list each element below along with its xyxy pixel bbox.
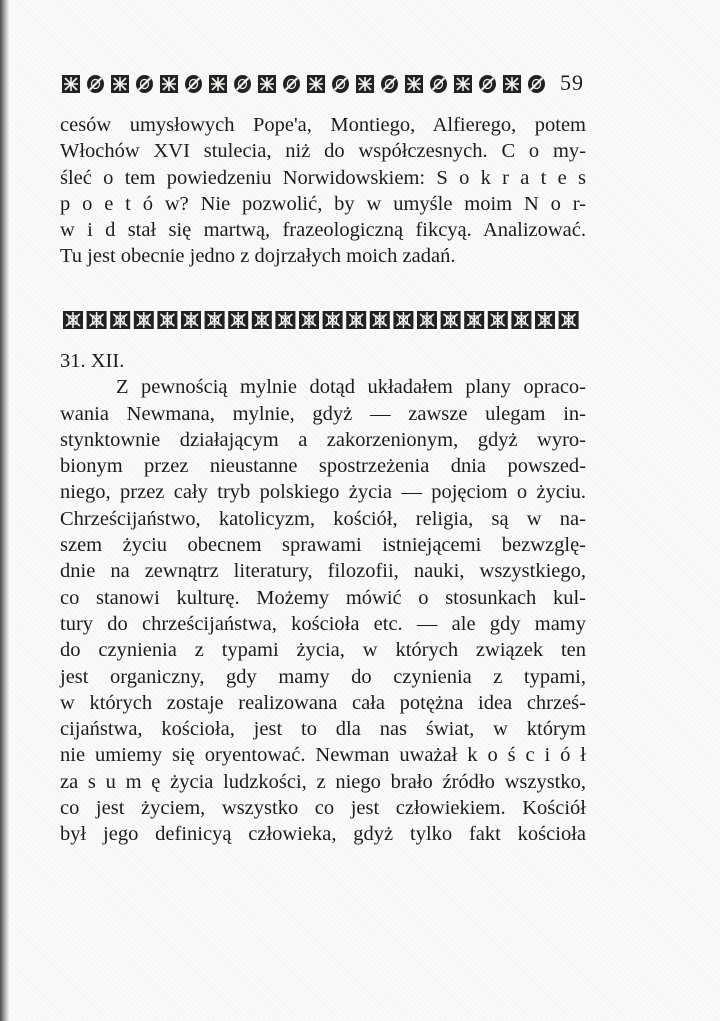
slashed-ring-glyph [381,75,398,93]
section-separator-band [62,309,582,331]
lattice-square-glyph [252,311,272,329]
lattice-square-glyph [559,311,579,329]
slashed-ring-glyph [136,75,153,93]
text-line: niego, przez cały tryb polskiego życia — pojęciom o życiu. [60,481,586,504]
lattice-square-glyph [160,75,178,93]
lattice-square-glyph [111,75,129,93]
lattice-square-glyph [258,75,276,93]
lattice-square-glyph [393,311,413,329]
text-line: Chrześcijaństwo, katolicyzm, kościół, religia, są w na- [60,507,586,530]
lattice-square-glyph [157,311,177,329]
lattice-square-glyph [417,311,437,329]
text-line: stynktownie działającym a zakorzenionym, gdyż wyro- [60,428,586,451]
text-line: dnie na zewnątrz literatury, filozofii, nauki, wszystkiego, [60,560,586,583]
text-line: p o e t ó w? Nie pozwolić, by w umyśle moim N o r- [60,192,586,215]
lattice-square-glyph [370,311,390,329]
text-line: Tu jest obecnie jedno z dojrzałych moich zadań. [60,245,456,268]
text-line: był jego definicyą człowieka, gdyż tylko fakt kościoła [60,823,586,846]
slashed-ring-glyph [87,75,104,93]
text-line: Włochów XVI stulecia, niż do współczesnych. C o my- [60,140,586,163]
text-line: wania Newmana, mylnie, gdyż — zawsze ulegam in- [60,402,586,425]
lattice-square-glyph [181,311,201,329]
slashed-ring-glyph [185,75,202,93]
text-line: nie umiemy się oryentować. Newman uważał k o ś c i ó ł [60,744,586,767]
text-line: szem życiu obecnem sprawami istniejącemi bezwzglę- [60,534,586,557]
lattice-square-glyph [356,75,374,93]
text-line: tury do chrześcijaństwa, kościoła etc. — ale gdy mamy [60,612,586,635]
text-line: do czynienia z typami życia, w których związek ten [60,639,586,662]
page-number: 59 [560,70,584,95]
slashed-ring-glyph [479,75,496,93]
text-line: co stanowi kulturę. Możemy mówić o stosunkach kul- [60,586,586,609]
slashed-ring-glyph [528,75,545,93]
lattice-square-glyph [228,311,248,329]
text-line: Z pewnością mylnie dotąd układałem plany opraco- [116,376,586,399]
lattice-square-glyph [134,311,154,329]
text-line: cesów umysłowych Pope'a, Montiego, Alfierego, potem [60,114,586,136]
slashed-ring-glyph [234,75,251,93]
slashed-ring-glyph [430,75,447,93]
text-line: w których zostaje realizowana cała potężna idea chrześ- [60,691,586,714]
text-line: jest organiczny, gdy mamy do czynienia z typami, [60,665,586,688]
text-line: w i d stał się martwą, frazeologiczną fikcyą. Analizować. [60,219,586,242]
lattice-square-glyph [535,311,555,329]
lattice-square-glyph [205,311,225,329]
lattice-square-glyph [87,311,107,329]
lattice-square-glyph [63,311,83,329]
lattice-square-glyph [488,311,508,329]
lattice-square-glyph [307,75,325,93]
lattice-square-glyph [209,75,227,93]
lattice-square-glyph [441,311,461,329]
lattice-square-glyph [299,311,319,329]
lattice-square-glyph [503,75,521,93]
text-line: śleć o tem powiedzeniu Norwidowskiem: S o k r a t e s [60,166,586,189]
slashed-ring-glyph [332,75,349,93]
lattice-band-icon [62,309,582,331]
slashed-ring-glyph [283,75,300,93]
lattice-square-glyph [275,311,295,329]
lattice-square-glyph [454,75,472,93]
header-ornament-band [60,73,550,95]
diary-entry [60,348,586,848]
lattice-square-glyph [405,75,423,93]
lattice-square-glyph [346,311,366,329]
lattice-square-glyph [464,311,484,329]
lattice-square-glyph [511,311,531,329]
text-line: co jest życiem, wszystko co jest człowiekiem. Kościół [60,797,586,820]
lattice-square-glyph [62,75,80,93]
entry-date: 31. XII. [60,350,125,372]
text-line: bionym przez nieustanne spostrzeżenia dnia powszed- [60,455,586,478]
lattice-square-glyph [323,311,343,329]
paragraph-continuation [60,112,586,270]
text-line: za s u m ę życia ludzkości, z niego brało źródło wszystko, [60,770,586,793]
book-spine-shadow [0,0,9,1021]
diamond-lattice-band-icon [60,73,550,95]
lattice-square-glyph [110,311,130,329]
text-line: cijaństwa, kościoła, jest to dla nas świat, w którym [60,718,586,741]
